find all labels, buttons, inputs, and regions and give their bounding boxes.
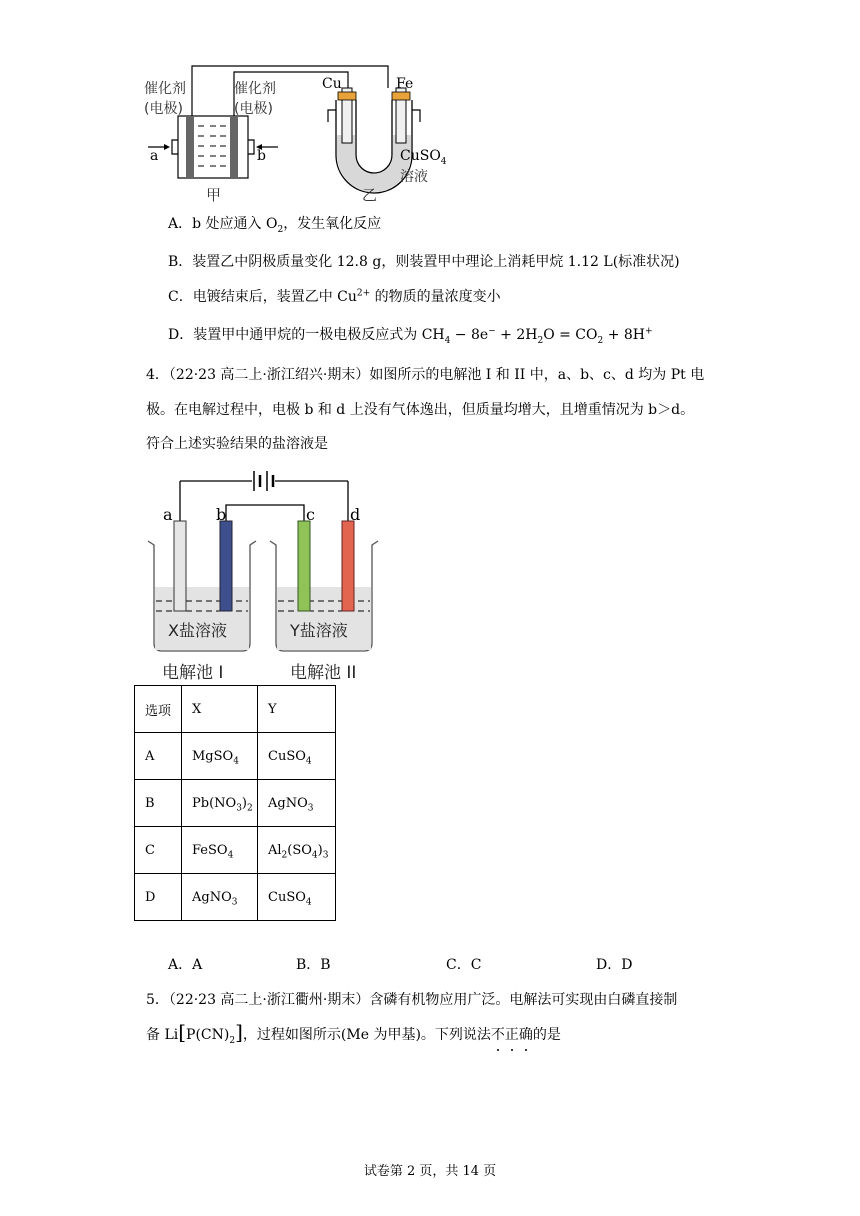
q3-option-b: B．装置乙中阴极质量变化 12.8 g，则装置甲中理论上消耗甲烷 1.12 L(标准状况) — [168, 254, 680, 270]
electrode-c-label: c — [306, 505, 315, 524]
table-cell-y: CuSO$_4$ — [258, 874, 336, 921]
table-cell-x: MgSO$_4$ — [182, 733, 258, 780]
table-cell-option: D — [135, 874, 182, 921]
table-header-cell: X — [182, 686, 258, 733]
cell-2-label: 电解池 II — [290, 663, 357, 683]
table-cell-y: $Al_2(SO_4)_3$ — [258, 827, 336, 874]
q3-option-d: D．装置甲中通甲烷的一极电极反应式为 $CH_4 - 8e^- + 2H_2O = CO_2 + 8H^+$ — [168, 326, 653, 346]
electrode-label-right: (电极) — [234, 101, 273, 117]
fe-label: Fe — [396, 76, 414, 92]
x-solution-label: X盐溶液 — [168, 621, 227, 640]
emphasis-char: 确 — [518, 1027, 533, 1043]
q3-option-a: A．b 处应通入 $O_2$，发生氧化反应 — [168, 216, 382, 235]
table-cell-option: C — [135, 827, 182, 874]
q4-answer-b: B．B — [296, 957, 331, 973]
table-row — [135, 733, 336, 780]
cuso4-label: CuSO$_4$ — [400, 148, 447, 167]
table-row — [135, 780, 336, 827]
catalyst-label-right: 催化剂 — [234, 81, 276, 97]
table-header-cell: Y — [258, 686, 336, 733]
table-cell-y: CuSO$_4$ — [258, 733, 336, 780]
emphasis-char: 不 — [490, 1027, 505, 1043]
options-table — [134, 685, 336, 921]
inlet-b-label: b — [257, 148, 266, 164]
cu-label: Cu — [322, 76, 342, 92]
q4-answer-c: C．C — [446, 957, 482, 973]
catalyst-label-left: 催化剂 — [144, 81, 186, 97]
q4-answer-a: A．A — [168, 957, 203, 973]
electrode-label-left: (电极) — [144, 101, 183, 117]
q5-text-line-1: 5．（22·23 高二上·浙江衢州·期末）含磷有机物应用广泛。电解法可实现由白磷直接制 — [146, 992, 678, 1008]
table-cell-y: AgNO$_3$ — [258, 780, 336, 827]
table-cell-option: B — [135, 780, 182, 827]
table-header-cell: 选项 — [135, 686, 182, 733]
y-solution-label: Y盐溶液 — [290, 621, 348, 640]
yi-label: 乙 — [362, 186, 378, 204]
electrode-d-label: d — [350, 505, 361, 524]
table-cell-x: $Pb(NO_3)_2$ — [182, 780, 258, 827]
table-cell-x: FeSO$_4$ — [182, 827, 258, 874]
q4-text-line-1: 4．（22·23 高二上·浙江绍兴·期末）如图所示的电解池 I 和 II 中，a、b、c、d 均为 Pt 电 — [146, 367, 705, 383]
electrode-a-label: a — [163, 505, 173, 524]
q3-option-c: C．电镀结束后，装置乙中 $Cu^{2+}$ 的物质的量浓度变小 — [168, 288, 501, 305]
table-cell-option: A — [135, 733, 182, 780]
solution-label: 溶液 — [400, 169, 428, 185]
q4-text-line-3: 符合上述实验结果的盐溶液是 — [146, 436, 328, 452]
cell-1-label: 电解池 I — [162, 663, 224, 683]
table-header-row — [135, 686, 336, 733]
emphasis-char: 正 — [504, 1027, 519, 1043]
page-footer: 试卷第 2 页，共 14 页 — [363, 1164, 497, 1179]
electrolysis-diagram — [140, 465, 380, 680]
table-row — [135, 827, 336, 874]
inlet-a-label: a — [150, 148, 159, 164]
electrolysis-figure — [140, 465, 380, 680]
q4-answer-d: D．D — [596, 957, 633, 973]
jia-label: 甲 — [206, 186, 222, 204]
table-cell-x: AgNO$_3$ — [182, 874, 258, 921]
electrode-b-label: b — [216, 505, 227, 524]
table-row — [135, 874, 336, 921]
q5-text-line-2: 备 $Li[P(CN)_2]$，过程如图所示(Me 为甲基)。下列说法不正确的是 — [146, 1020, 561, 1046]
q4-text-line-2: 极。在电解过程中，电极 b 和 d 上没有气体逸出，但质量均增大，且增重情况为 b＞d。 — [146, 402, 695, 418]
